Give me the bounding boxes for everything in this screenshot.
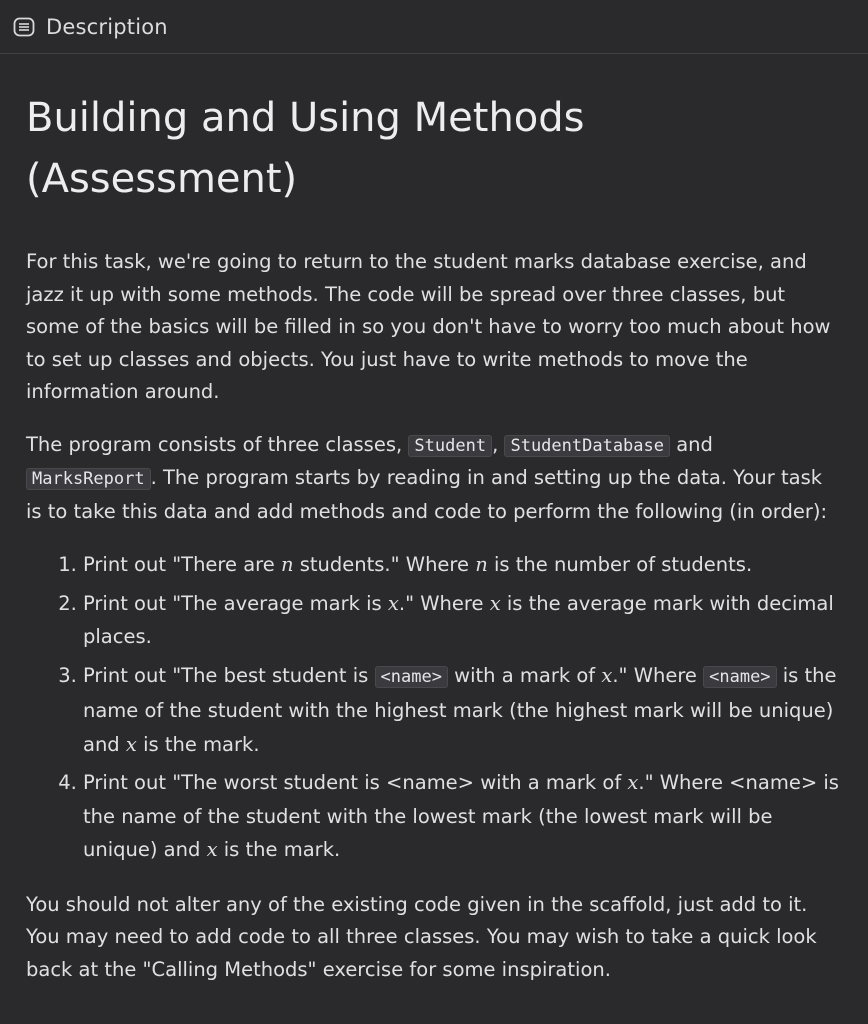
code-student-database: StudentDatabase	[504, 435, 670, 457]
code-name: <name>	[703, 666, 776, 688]
code-marks-report: MarksReport	[26, 468, 151, 490]
classes-paragraph: The program consists of three classes, Student , StudentDatabase and MarksReport . The program starts by reading in and setting up the data. Your task is to take this data and add methods and code to perform the following (in order):	[26, 432, 828, 523]
page-title: Building and Using Methods (Assessment)	[26, 95, 585, 202]
intro-paragraph: For this task, we're going to return to the student marks database exercise, and jazz it up with some methods. The code will be spread over three classes, but some of the basics will be filled in so you don't have to worry too much about how to set up classes and objects. You just have to write methods to move the information around.	[26, 250, 831, 403]
description-content	[0, 54, 868, 986]
list-item: 3. Print out "The best student is <name> with a mark of x." Where <name> is the name of the student with the highest mark (the highest mark will be unique) and x is the mark.	[83, 659, 842, 762]
steps-list	[26, 548, 842, 867]
list-item: 2. Print out "The average mark is x." Where x is the average mark with decimal places.	[83, 587, 842, 654]
header-title: Description	[46, 14, 168, 39]
description-icon	[13, 16, 35, 38]
code-student: Student	[408, 435, 492, 457]
list-item: 4. Print out "The worst student is <name> with a mark of x." Where <name> is the name of the student with the lowest mark (the lowest mark will be unique) and x is the mark.	[83, 766, 842, 867]
list-item: 1. Print out "There are n students." Where n is the number of students.	[83, 548, 842, 582]
code-name: <name>	[375, 666, 448, 688]
closing-paragraph: You should not alter any of the existing code given in the scaffold, just add to it. You may need to add code to all three classes. You may wish to take a quick look back at the "Calling Methods" exercise for some inspiration.	[26, 892, 817, 981]
description-header	[0, 0, 868, 54]
